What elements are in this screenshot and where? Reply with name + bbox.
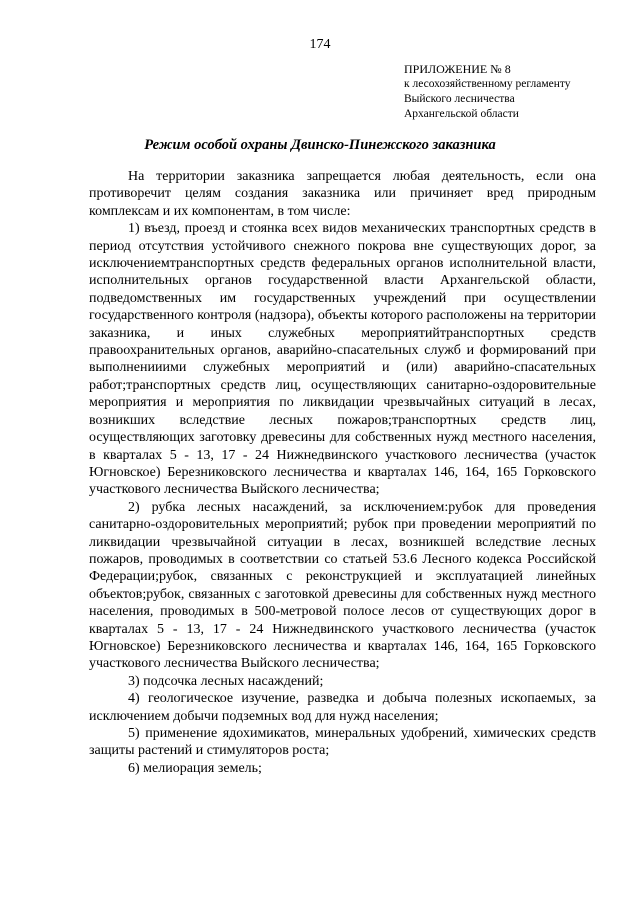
appendix-header	[404, 62, 571, 122]
page-number: 174	[309, 37, 331, 52]
appendix-line-4: Архангельской области	[404, 108, 519, 120]
paragraph-item-1: 1) въезд, проезд и стоянка всех видов механических транспортных средств в период отсутствия устойчивого снежного покрова вне существующих дорог, за исключениемтранспортных средств федеральных органов исполнительной власти, исполнительных органов государственной власти Архангельской области, подведомственных им государственных учреждений при осуществлении государственного контроля (надзора), объекты которого расположены на территории заказника, и иных служебных мероприятийтранспортных средств правоохранительных органов, аварийно-спасательных служб и формирований при выполненииими служебных мероприятий и (или) аварийно-спасательных работ;транспортных средств лиц, осуществляющих санитарно-оздоровительные мероприятия и мероприятия по ликвидации чрезвычайных ситуаций в лесах, возникших вследствие лесных пожаров;транспортных средств лиц, осуществляющих заготовку древесины для собственных нужд местного населения, в кварталах 5 - 13, 17 - 24 Нижнедвинского участкового лесничества (участок Югновское) Березниковского лесничества и кварталах 146, 164, 165 Горковского участкового лесничества Выйского лесничества;	[89, 221, 596, 498]
paragraph-item-5: 5) применение ядохимикатов, минеральных удобрений, химических средств защиты растений и стимуляторов роста;	[89, 726, 596, 759]
paragraph-item-2: 2) рубка лесных насаждений, за исключением:рубок для проведения санитарно-оздоровительных мероприятий; рубок при проведении мероприятий по ликвидации чрезвычайной ситуации в лесах, возникшей вследствие лесных пожаров, проводимых в соответствии со статьей 53.6 Лесного кодекса Российской Федерации;рубок, связанных с реконструкцией и эксплуатацией линейных объектов;рубок, связанных с заготовкой древесины для собственных нужд местного населения, проводимых в 500-метровой полосе лесов от существующих дорог в кварталах 5 - 13, 17 - 24 Нижнедвинского участкового лесничества (участок Югновское) Березниковского лесничества и кварталах 146, 164, 165 Горковского участкового лесничества Выйского лесничества;	[89, 499, 596, 672]
paragraph-item-4: 4) геологическое изучение, разведка и добыча полезных ископаемых, за исключением добычи подземных вод для нужд населения;	[89, 691, 596, 724]
document-title: Режим особой охраны Двинско-Пинежского заказника	[144, 137, 496, 153]
appendix-line-2: к лесохозяйственному регламенту	[404, 78, 571, 90]
paragraph-item-6: 6) мелиорация земель;	[128, 760, 262, 776]
appendix-line-3: Выйского лесничества	[404, 93, 515, 105]
appendix-line-1: ПРИЛОЖЕНИЕ № 8	[404, 62, 511, 76]
paragraph-item-3: 3) подсочка лесных насаждений;	[128, 673, 324, 689]
paragraph-intro: На территории заказника запрещается любая деятельность, если она противоречит целям создания заказника или причиняет вред природным комплексам и их компонентам, в том числе:	[89, 169, 596, 219]
document-body	[89, 168, 596, 777]
